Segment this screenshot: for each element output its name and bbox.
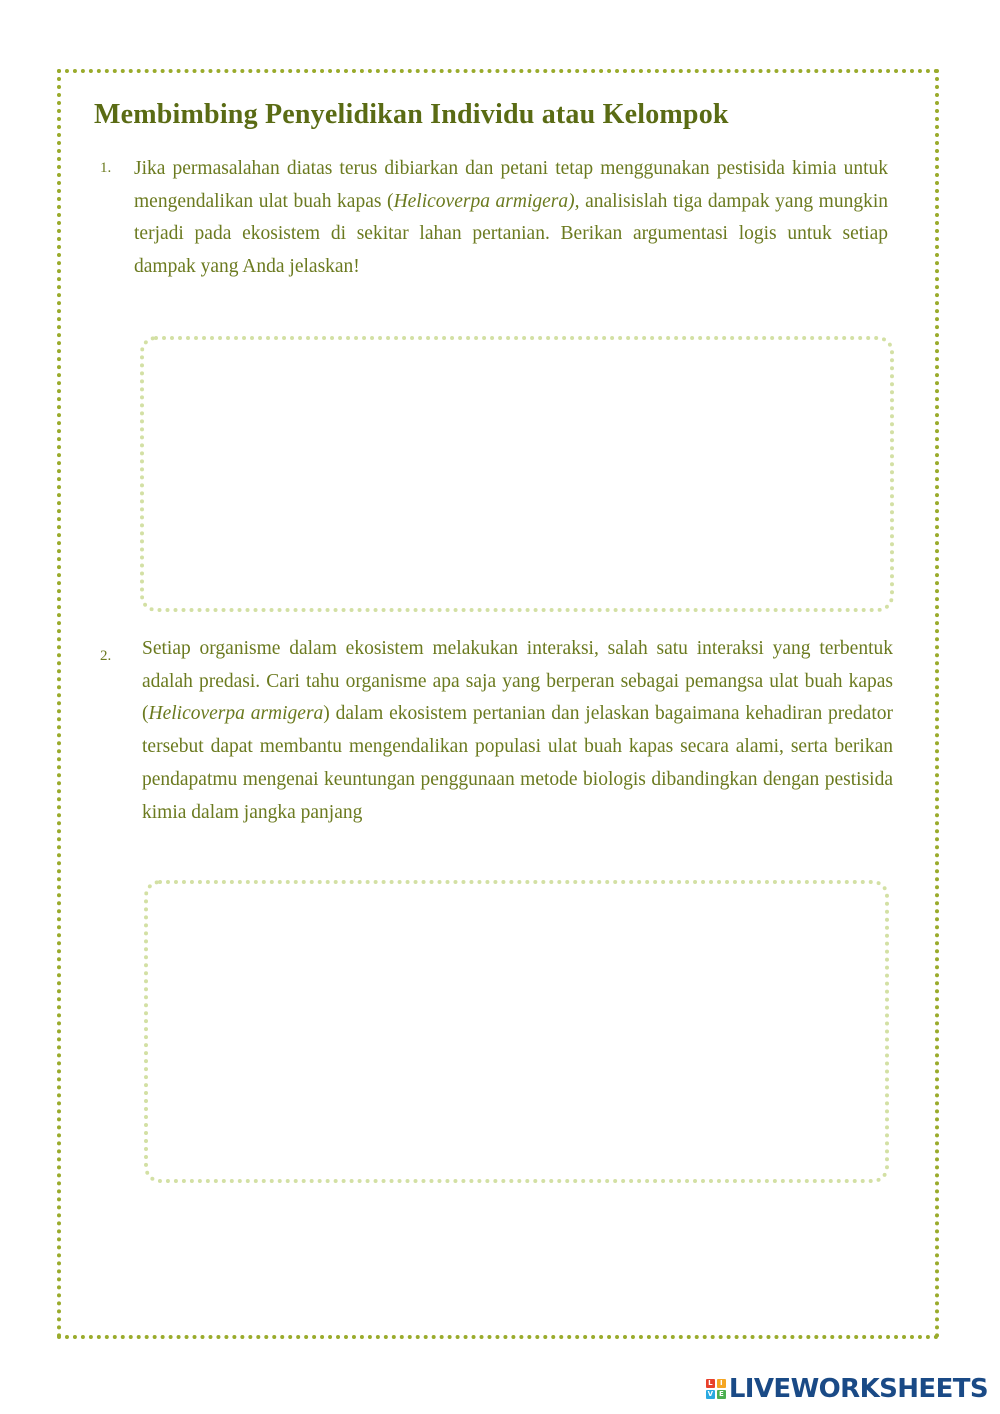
question-1-species-name: Helicoverpa armigera), bbox=[393, 190, 580, 212]
question-2-text-part: ) dalam ekosistem pertanian dan jelaskan bagaimana kehadiran predator tersebut dapat membantu mengendalikan populasi ulat buah kapas secara alami, serta berikan pendapatmu mengenai keuntungan penggunaan metode biologis dibandingkan dengan pestisida kimia dalam jangka panjang bbox=[142, 703, 893, 823]
question-1-text-part: analisislah tiga dampak yang mungkin terjadi pada ekosistem di sekitar lahan pertanian. Berikan argumentasi logis untuk setiap dampak yang Anda jelaskan! bbox=[134, 190, 889, 278]
question-2-text-part: Setiap organisme dalam ekosistem melakukan interaksi, salah satu interaksi yang terbentuk adalah predasi. Cari tahu organisme apa saja yang berperan sebagai pemangsa ulat buah kapas ( bbox=[142, 638, 893, 725]
logo-tile-i: I bbox=[717, 1379, 726, 1388]
question-2-text bbox=[142, 633, 893, 829]
question-1-text bbox=[134, 153, 888, 284]
answer-box-2[interactable] bbox=[144, 880, 889, 1183]
question-2-number: 2. bbox=[100, 648, 112, 664]
question-1-number: 1. bbox=[100, 160, 112, 176]
question-1-text-part: Jika permasalahan diatas terus dibiarkan dan petani tetap menggunakan pestisida kimia untuk mengendalikan ulat buah kapas ( bbox=[134, 158, 888, 212]
question-2-species-name: Helicoverpa armigera bbox=[148, 703, 324, 725]
page-title: Membimbing Penyelidikan Individu atau Kelompok bbox=[94, 99, 729, 130]
answer-box-1[interactable] bbox=[140, 336, 894, 612]
logo-tile-v: V bbox=[707, 1390, 714, 1398]
liveworksheets-wordmark: LIVEWORKSHEETS bbox=[728, 1374, 988, 1404]
logo-tile-l: L bbox=[706, 1379, 715, 1388]
liveworksheets-logo-icon bbox=[706, 1379, 726, 1399]
logo-tile-e: E bbox=[717, 1390, 726, 1399]
liveworksheets-logo[interactable] bbox=[706, 1374, 988, 1404]
